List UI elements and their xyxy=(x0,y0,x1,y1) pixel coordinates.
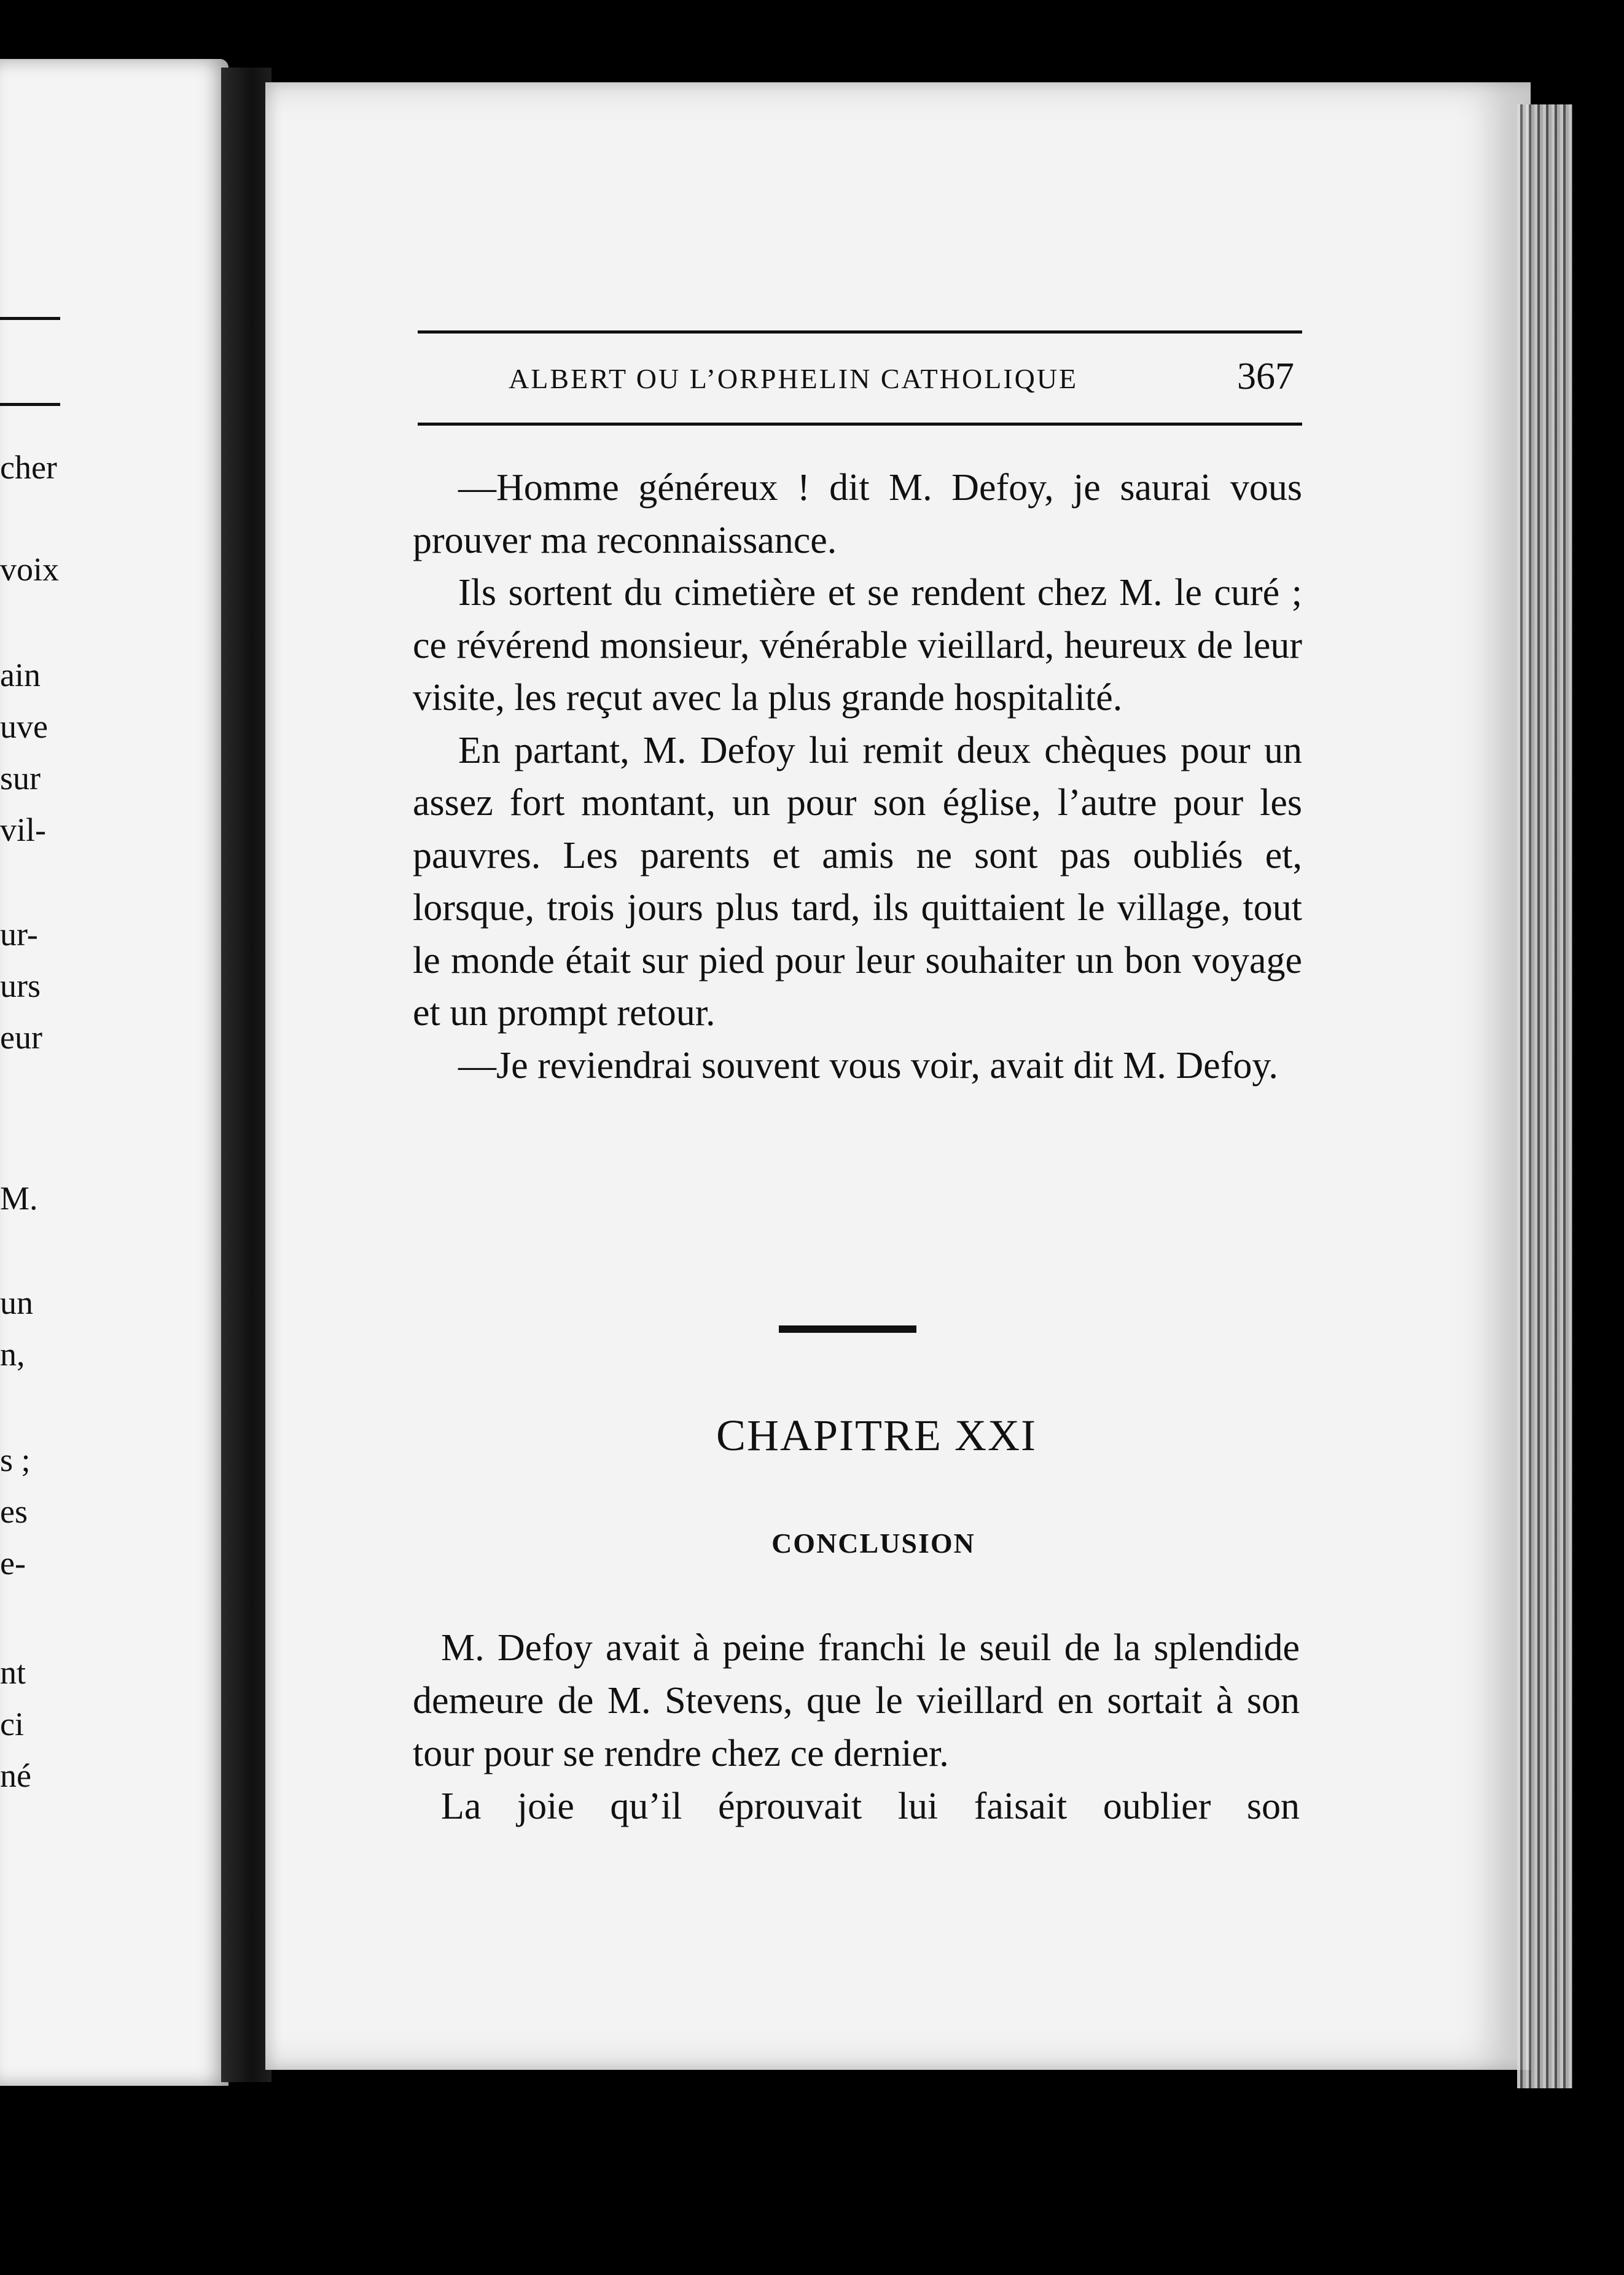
previous-page-fragment: uve xyxy=(0,708,48,745)
previous-page-fragment: e- xyxy=(0,1545,26,1582)
book-gutter xyxy=(221,68,271,2082)
previous-page-fragment: né xyxy=(0,1757,31,1794)
previous-page-fragment: vil- xyxy=(0,811,46,848)
paragraph: Ils sortent du cimetière et se rendent chez M. le curé ; ce révérend monsieur, vénérable vieillard, heureux de leur visite, les reçut avec la plus grande hospitalité. xyxy=(413,572,1302,719)
paragraph: —Je reviendrai souvent vous voir, avait dit M. Defoy. xyxy=(458,1044,1278,1087)
header-rule-top xyxy=(418,330,1302,334)
previous-page-fragment: urs xyxy=(0,967,41,1004)
previous-page-fragment: M. xyxy=(0,1180,38,1217)
previous-page-rule xyxy=(0,317,60,320)
paragraph: M. Defoy avait à peine franchi le seuil de la splendide demeure de M. Stevens, que le vieillard en sortait à son tour pour se rendre chez ce dernier. xyxy=(413,1627,1300,1774)
previous-page-fragment: nt xyxy=(0,1654,26,1691)
previous-page-fragment: voix xyxy=(0,551,60,588)
page-number: 367 xyxy=(1237,356,1294,397)
previous-page-fragment: ain xyxy=(0,657,41,693)
header-rule-bottom xyxy=(418,423,1302,426)
book-fore-edge xyxy=(1517,104,1572,2088)
section-divider xyxy=(779,1325,916,1333)
previous-page-fragment: s ; xyxy=(0,1442,31,1478)
running-title: ALBERT OU L’ORPHELIN CATHOLIQUE xyxy=(509,363,1079,394)
previous-page-fragment: es xyxy=(0,1493,28,1530)
paragraph: En partant, M. Defoy lui remit deux chèques pour un assez fort montant, un pour son église, l’autre pour les pauvres. Les parents et amis ne sont pas oubliés et, lorsque, trois jours plus tard, ils quittaient le village, tout le monde était sur pied pour leur souhaiter un bon voyage et un prompt retour. xyxy=(413,729,1302,1034)
section-title: CONCLUSION xyxy=(771,1528,975,1559)
previous-page-fragment: sur xyxy=(0,760,41,797)
previous-page-fragment: n, xyxy=(0,1336,25,1373)
previous-page-fragment: un xyxy=(0,1284,33,1321)
chapter-title: CHAPITRE XXI xyxy=(716,1411,1037,1460)
previous-page-fragment: ci xyxy=(0,1706,24,1742)
previous-page-fragment: ur- xyxy=(0,916,38,953)
paragraph: La joie qu’il éprouvait lui faisait oublier son xyxy=(441,1785,1300,1827)
body-text-bottom xyxy=(413,1621,1300,1833)
previous-page-fragment: eur xyxy=(0,1019,42,1056)
previous-page xyxy=(0,59,228,2086)
paragraph: —Homme généreux ! dit M. Defoy, je saurai vous prouver ma reconnaissance. xyxy=(413,467,1302,561)
body-text-top xyxy=(413,462,1302,1092)
previous-page-rule xyxy=(0,403,60,406)
previous-page-fragment: cher xyxy=(0,449,57,486)
